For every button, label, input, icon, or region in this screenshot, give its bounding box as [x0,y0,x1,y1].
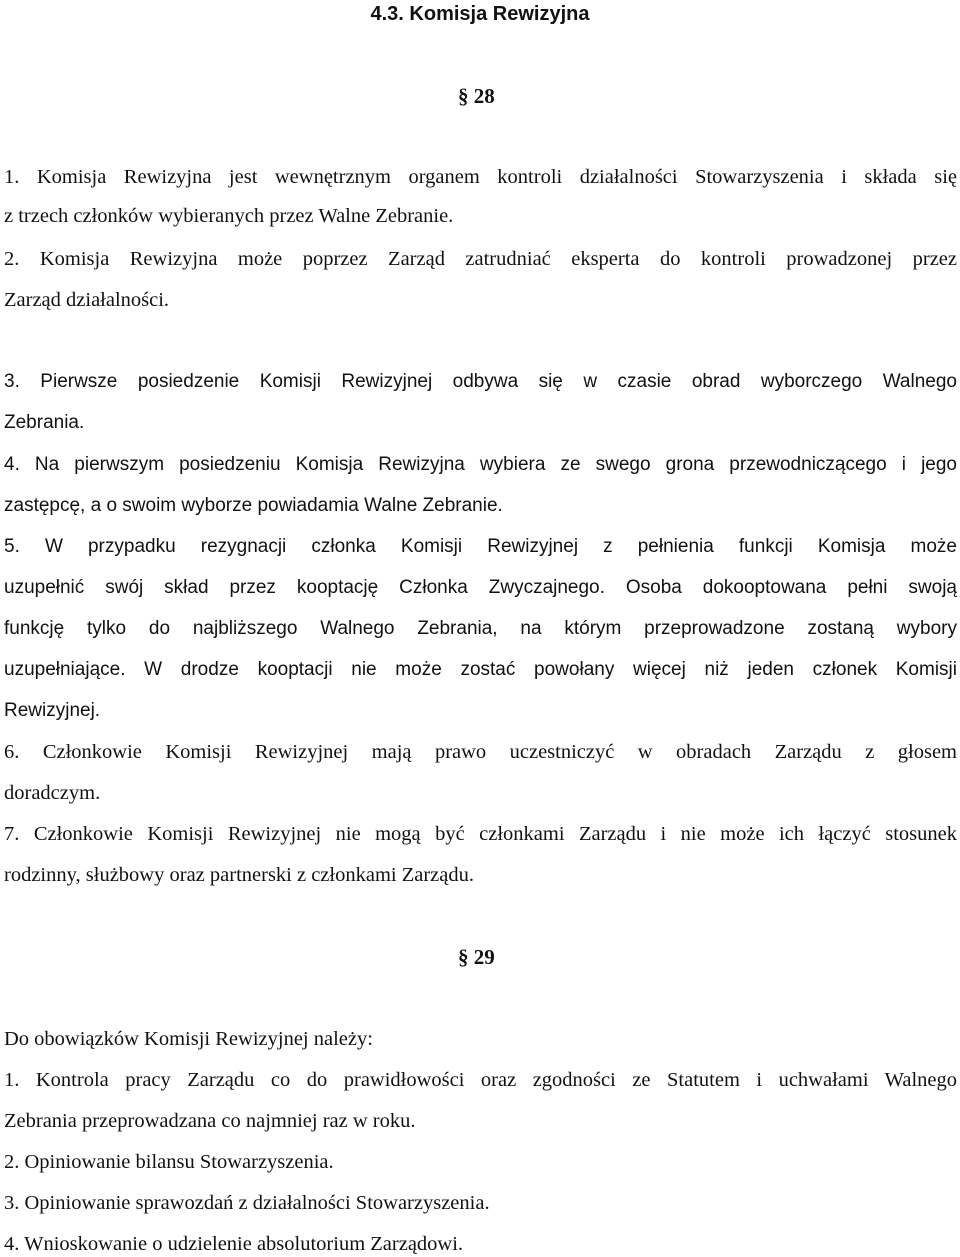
paragraph-28-line-3: 2. Komisja Rewizyjna może poprzez Zarząd zatrudniać eksperta do kontroli prowadzonej przez [4,248,957,270]
paragraph-28-line-11: funkcję tylko do najbliższego Walnego Zebrania, na którym przeprowadzone zostaną wybory [4,618,957,639]
paragraph-29-line-3: 2. Opiniowanie bilansu Stowarzyszenia. [4,1151,334,1173]
paragraph-28-line-15: doradczym. [4,782,101,804]
paragraph-28-line-5: 3. Pierwsze posiedzenie Komisji Rewizyjnej odbywa się w czasie obrad wyborczego Walnego [4,371,957,392]
section-heading: 4.3. Komisja Rewizyjna [370,3,590,25]
paragraph-28-line-14: 6. Członkowie Komisji Rewizyjnej mają prawo uczestniczyć w obradach Zarządu z głosem [4,741,957,763]
paragraph-28-line-17: rodzinny, służbowy oraz partnerski z członkami Zarządu. [4,864,474,886]
paragraph-29-line-4: 3. Opiniowanie sprawozdań z działalności Stowarzyszenia. [4,1192,490,1214]
paragraph-29-heading: § 29 [458,945,495,969]
paragraph-28-line-4: Zarząd działalności. [4,289,170,311]
paragraph-28-line-10: uzupełnić swój skład przez kooptację Członka Zwyczajnego. Osoba dokooptowana pełni swoją [4,577,957,598]
paragraph-28-line-9: 5. W przypadku rezygnacji członka Komisji Rewizyjnej z pełnienia funkcji Komisja może [4,536,957,557]
paragraph-28-line-1: 1. Komisja Rewizyjna jest wewnętrznym organem kontroli działalności Stowarzyszenia i składa się [4,166,957,188]
paragraph-28-line-13: Rewizyjnej. [4,700,101,721]
paragraph-28-line-8: zastępcę, a o swoim wyborze powiadamia Walne Zebranie. [4,495,503,516]
paragraph-28-line-12: uzupełniające. W drodze kooptacji nie może zostać powołany więcej niż jeden członek Komisji [4,659,957,680]
paragraph-28-line-2: z trzech członków wybieranych przez Walne Zebranie. [4,205,454,227]
paragraph-28-heading: § 28 [458,84,495,108]
paragraph-28-line-6: Zebrania. [4,412,85,433]
paragraph-29-line-5: 4. Wnioskowanie o udzielenie absolutorium Zarządowi. [4,1233,464,1255]
paragraph-28-line-7: 4. Na pierwszym posiedzeniu Komisja Rewizyjna wybiera ze swego grona przewodniczącego i jego [4,454,957,475]
paragraph-29-line-1: 1. Kontrola pracy Zarządu co do prawidłowości oraz zgodności ze Statutem i uchwałami Walnego [4,1069,957,1091]
paragraph-29-line-2: Zebrania przeprowadzana co najmniej raz w roku. [4,1110,416,1132]
paragraph-28-line-16: 7. Członkowie Komisji Rewizyjnej nie mogą być członkami Zarządu i nie może ich łączyć stosunek [4,823,957,845]
paragraph-29-intro: Do obowiązków Komisji Rewizyjnej należy: [4,1028,373,1050]
